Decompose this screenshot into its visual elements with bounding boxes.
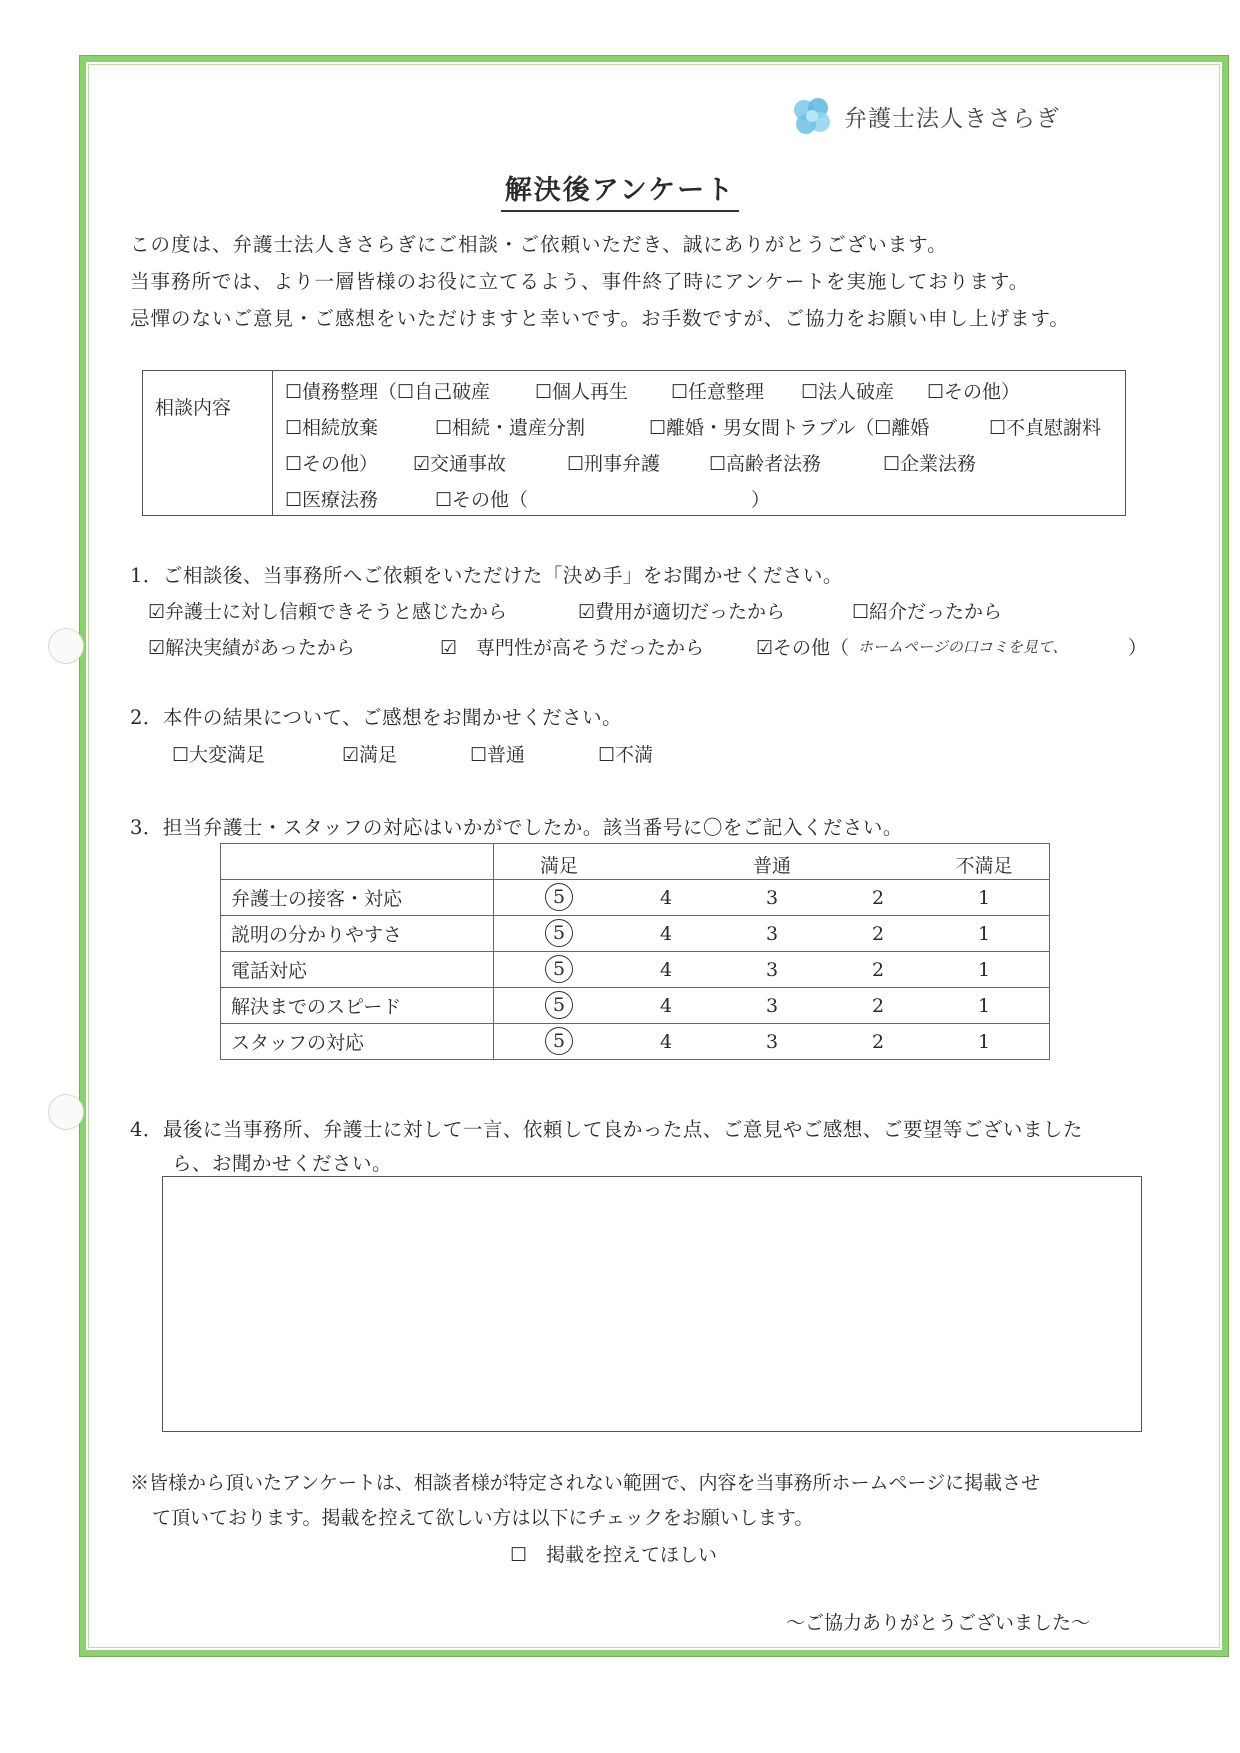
rating-table	[220, 843, 1050, 1060]
intro-line: 当事務所では、より一層皆様のお役に立てるよう、事件終了時にアンケートを実施しております。	[130, 270, 1030, 293]
checkbox-voluntary[interactable]: ☐任意整理	[671, 381, 765, 403]
rating-option-4[interactable]: 4	[659, 887, 673, 909]
q1-option-expertise[interactable]: ☑ 専門性が高そうだったから	[440, 637, 705, 659]
rating-option-3[interactable]: 3	[765, 959, 779, 981]
rating-option-2[interactable]: 2	[871, 1031, 885, 1053]
rating-option-1[interactable]: 1	[977, 923, 991, 945]
flower-logo-icon	[790, 96, 834, 136]
q4-question-line2: ら、お聞かせください。	[172, 1152, 393, 1175]
other-close-paren: ）	[751, 489, 771, 511]
q2-question: 2．本件の結果について、ご感想をお聞かせください。	[130, 706, 623, 729]
q1-option-referral[interactable]: ☐紹介だったから	[852, 601, 1003, 623]
rating-row-label: 電話対応	[221, 952, 494, 988]
checkbox-elderly[interactable]: ☐高齢者法務	[709, 453, 822, 475]
q1-option-fee[interactable]: ☑費用が適切だったから	[578, 601, 786, 623]
q2-option-very-satisfied[interactable]: ☐大変満足	[172, 744, 266, 766]
header-dissatisfied: 不満足	[955, 855, 1013, 877]
rating-option-2[interactable]: 2	[871, 995, 885, 1017]
q1-other-close-paren: ）	[1128, 637, 1148, 659]
q2-option-satisfied[interactable]: ☑満足	[342, 744, 398, 766]
rating-row	[221, 916, 1050, 952]
rating-row-label: 解決までのスピード	[221, 988, 494, 1024]
rating-header-blank	[221, 844, 494, 880]
rating-circled-5[interactable]: 5	[545, 919, 573, 947]
rating-circled-5[interactable]: 5	[545, 883, 573, 911]
checkbox-other[interactable]: ☐その他（	[435, 489, 529, 511]
checkbox-corporate[interactable]: ☐企業法務	[883, 453, 977, 475]
checkbox-medical[interactable]: ☐医療法務	[285, 489, 379, 511]
checkbox-debt[interactable]: ☐債務整理（☐自己破産	[285, 381, 491, 403]
q2-option-dissatisfied[interactable]: ☐不満	[598, 744, 654, 766]
intro-text	[130, 226, 1070, 337]
checkbox-traffic[interactable]: ☑交通事故	[413, 453, 507, 475]
q2-option-normal[interactable]: ☐普通	[470, 744, 526, 766]
checkbox-corporate-bankruptcy[interactable]: ☐法人破産	[801, 381, 895, 403]
brand-name: 弁護士法人きさらぎ	[844, 105, 1060, 132]
rating-row-label: 弁護士の接客・対応	[221, 880, 494, 916]
rating-header-row	[221, 844, 1050, 880]
checkbox-inheritance-division[interactable]: ☐相続・遺産分割	[435, 417, 586, 439]
rating-row	[221, 880, 1050, 916]
rating-circled-5[interactable]: 5	[545, 1027, 573, 1055]
q4-question-line1: 4．最後に当事務所、弁護士に対して一言、依頼して良かった点、ご意見やご感想、ご要望等ございました	[130, 1118, 1083, 1141]
intro-line: この度は、弁護士法人きさらぎにご相談・ご依頼いただき、誠にありがとうございます。	[130, 233, 948, 256]
q1-question: 1．ご相談後、当事務所へご依頼をいただけた「決め手」をお聞かせください。	[130, 564, 843, 587]
checkbox-other-family[interactable]: ☐その他）	[285, 453, 379, 475]
rating-option-2[interactable]: 2	[871, 923, 885, 945]
rating-option-3[interactable]: 3	[765, 1031, 779, 1053]
rating-row	[221, 952, 1050, 988]
rating-row	[221, 988, 1050, 1024]
checkbox-other-debt[interactable]: ☐その他）	[927, 381, 1021, 403]
rating-option-1[interactable]: 1	[977, 995, 991, 1017]
rating-option-2[interactable]: 2	[871, 959, 885, 981]
q1-option-track-record[interactable]: ☑解決実績があったから	[148, 637, 355, 659]
rating-option-3[interactable]: 3	[765, 887, 779, 909]
rating-option-3[interactable]: 3	[765, 923, 779, 945]
rating-circled-5[interactable]: 5	[545, 955, 573, 983]
closing-message: ～ご協力ありがとうございました～	[786, 1612, 1091, 1634]
q1-option-other[interactable]: ☑その他（	[756, 637, 850, 659]
consultation-options	[273, 371, 1125, 515]
comment-textarea[interactable]	[162, 1176, 1142, 1432]
note-line: て頂いております。掲載を控えて欲しい方は以下にチェックをお願いします。	[152, 1507, 814, 1529]
note-line: ※皆様から頂いたアンケートは、相談者様が特定されない範囲で、内容を当事務所ホームページに掲載させ	[130, 1472, 1041, 1494]
rating-option-4[interactable]: 4	[659, 1031, 673, 1053]
brand-logo	[790, 96, 1060, 136]
checkbox-divorce[interactable]: ☐離婚・男女間トラブル（☐離婚	[649, 417, 930, 439]
rating-option-1[interactable]: 1	[977, 1031, 991, 1053]
checkbox-infidelity[interactable]: ☐不貞慰謝料	[989, 417, 1102, 439]
rating-option-4[interactable]: 4	[659, 959, 673, 981]
consultation-table	[142, 370, 1126, 516]
rating-row-label: 説明の分かりやすさ	[221, 916, 494, 952]
q1-handwritten-answer: ホームページの口コミを見て、	[858, 638, 1068, 656]
checkbox-criminal[interactable]: ☐刑事弁護	[567, 453, 661, 475]
intro-line: 忌憚のないご意見・ご感想をいただけますと幸いです。お手数ですが、ご協力をお願い申し上げます。	[130, 307, 1070, 330]
rating-option-3[interactable]: 3	[765, 995, 779, 1017]
consultation-label: 相談内容	[143, 371, 273, 515]
header-satisfied: 満足	[539, 855, 579, 877]
checkbox-personal-rehab[interactable]: ☐個人再生	[535, 381, 629, 403]
rating-option-1[interactable]: 1	[977, 887, 991, 909]
rating-option-1[interactable]: 1	[977, 959, 991, 981]
page-title: 解決後アンケート	[0, 168, 1240, 207]
checkbox-inheritance-renounce[interactable]: ☐相続放棄	[285, 417, 379, 439]
punch-hole	[48, 1094, 84, 1130]
rating-row-label: スタッフの対応	[221, 1024, 494, 1060]
rating-option-4[interactable]: 4	[659, 995, 673, 1017]
punch-hole	[48, 628, 84, 664]
rating-circled-5[interactable]: 5	[545, 991, 573, 1019]
rating-option-4[interactable]: 4	[659, 923, 673, 945]
header-normal: 普通	[752, 855, 792, 877]
opt-out-checkbox[interactable]: ☐ 掲載を控えてほしい	[510, 1544, 718, 1566]
rating-row	[221, 1024, 1050, 1060]
rating-option-2[interactable]: 2	[871, 887, 885, 909]
publication-note	[130, 1466, 1040, 1536]
q1-option-trust[interactable]: ☑弁護士に対し信頼できそうと感じたから	[148, 601, 508, 623]
q3-question: 3．担当弁護士・スタッフの対応はいかがでしたか。該当番号に〇をご記入ください。	[130, 816, 903, 839]
